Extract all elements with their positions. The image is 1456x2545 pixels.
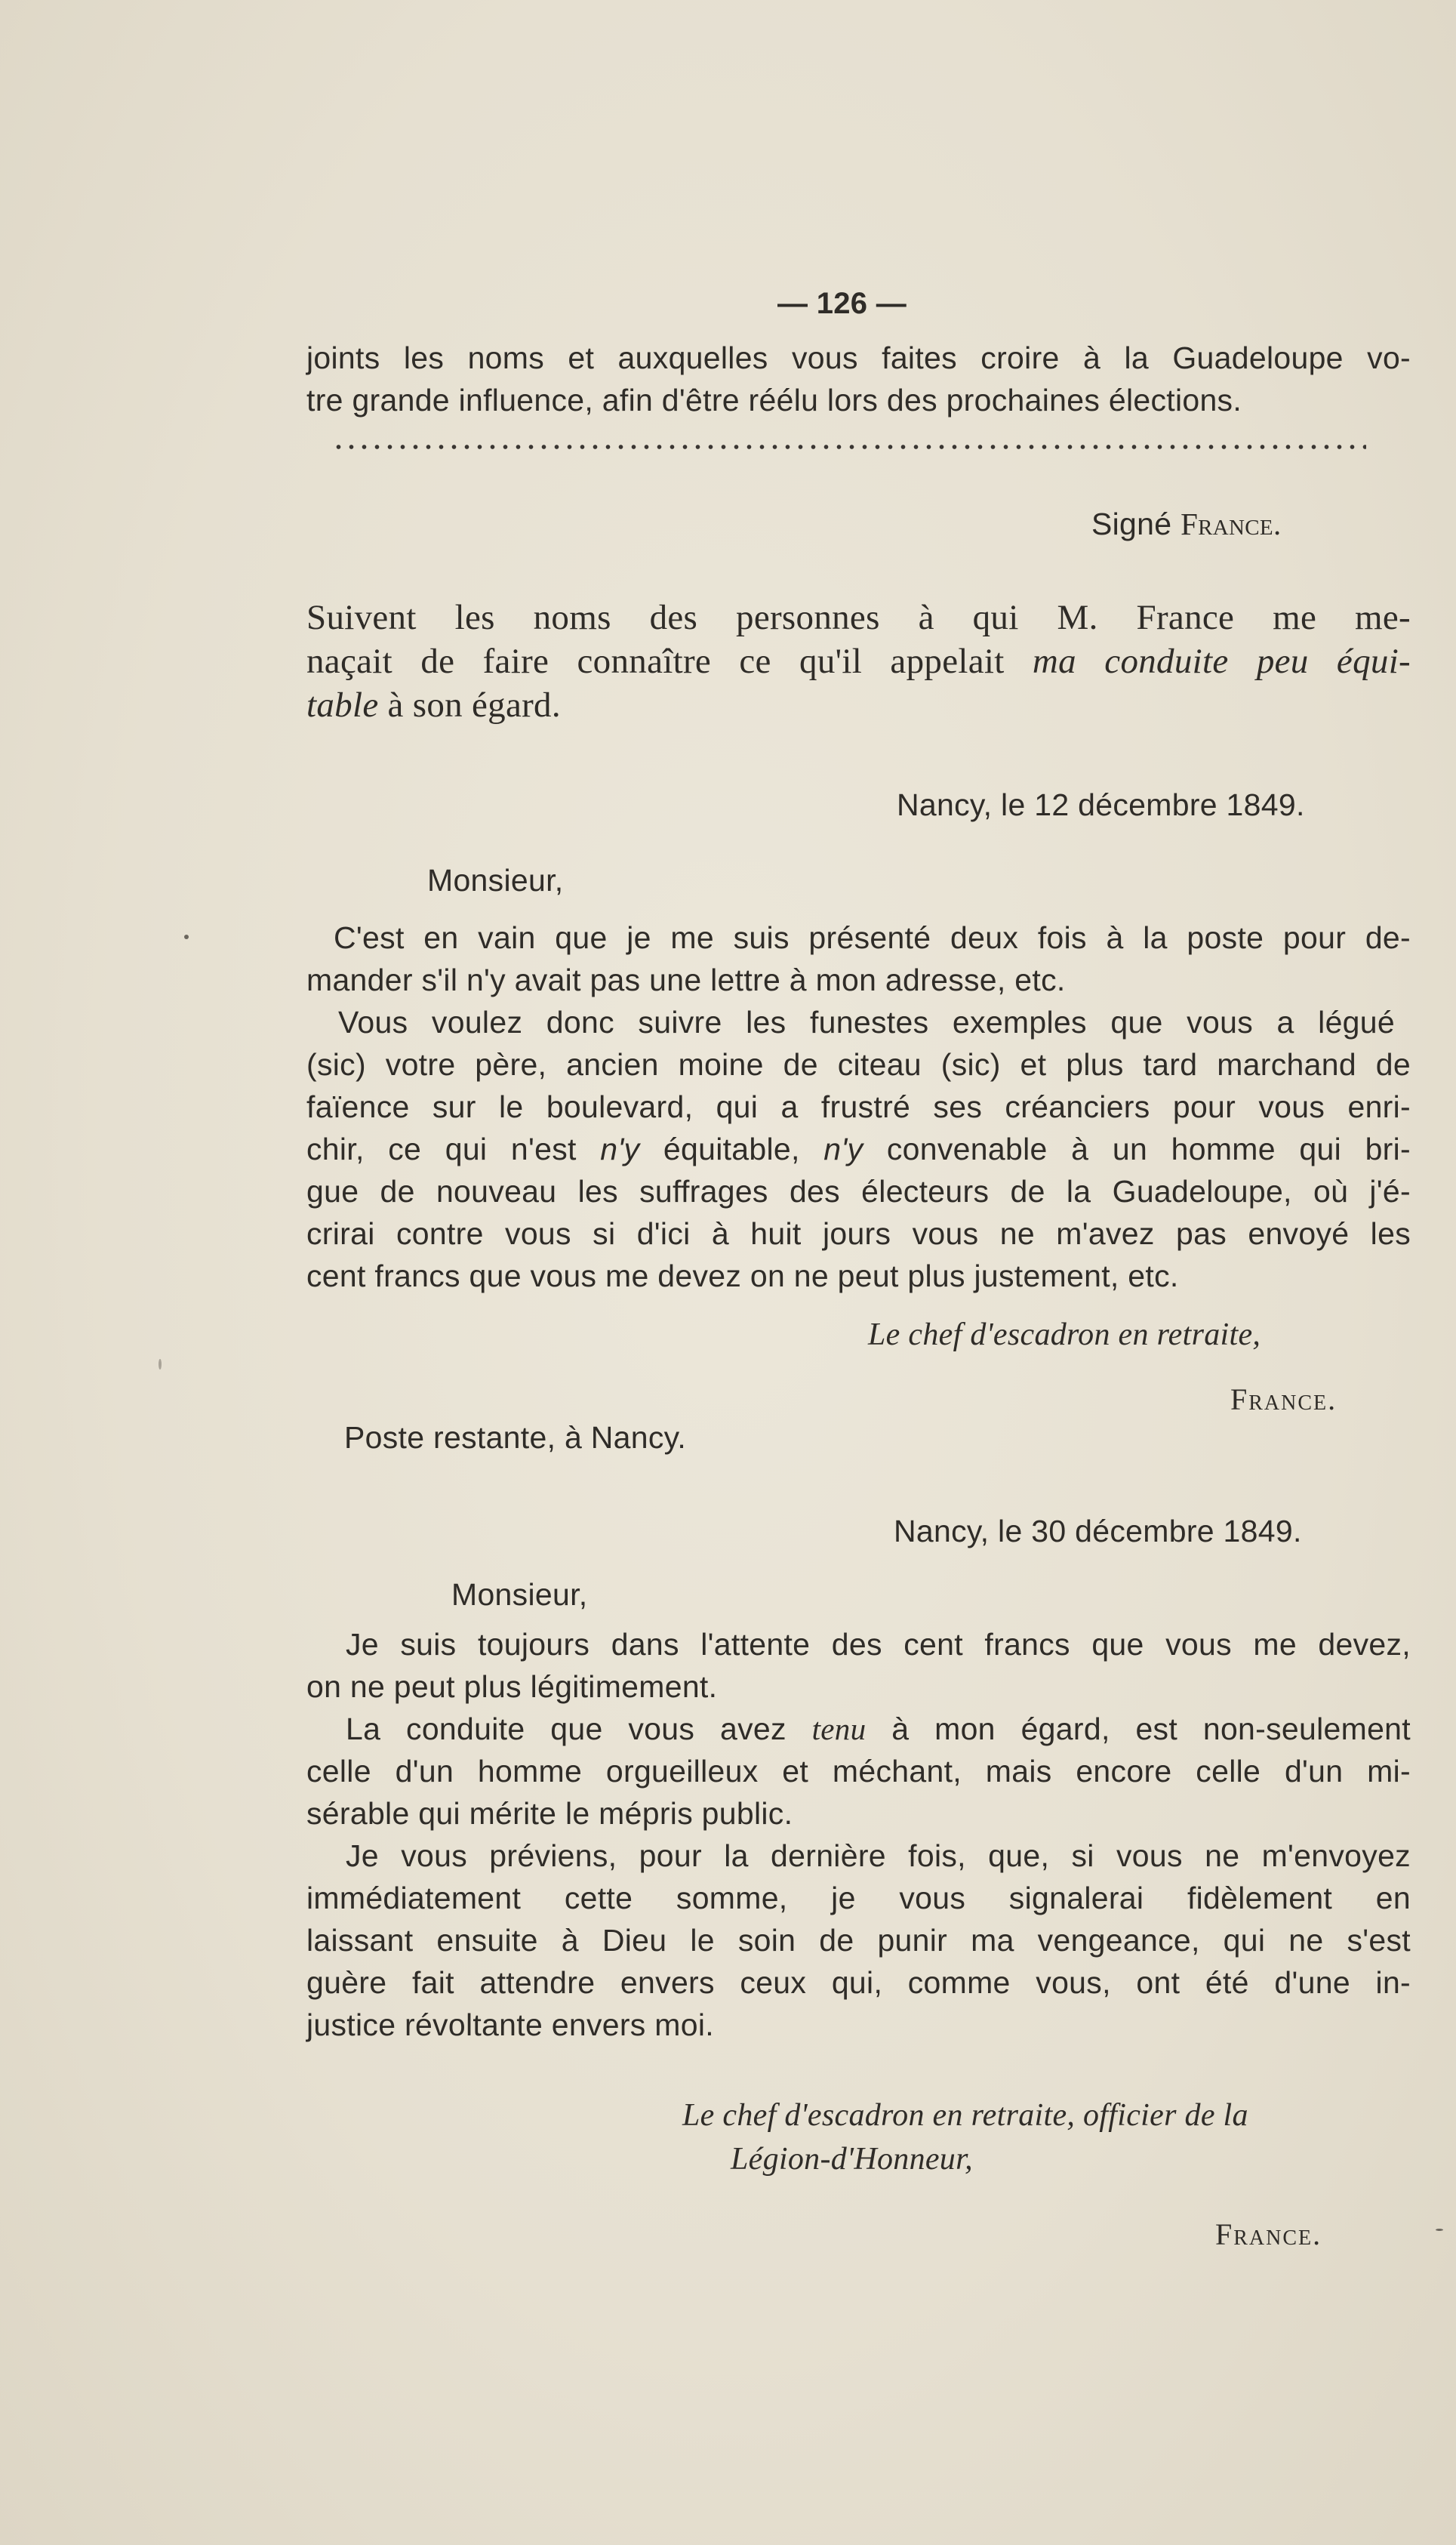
signature-prefix: Signé xyxy=(1091,507,1181,541)
l6e: convenable à un homme qui bri- xyxy=(863,1132,1411,1166)
letter1-salutation: Monsieur, xyxy=(427,863,564,898)
letter1-line-1: C'est en vain que je me suis présenté deux fois à la poste pour de- xyxy=(334,920,1411,955)
paper-speck xyxy=(159,1359,162,1370)
preface-line-3-italic: table xyxy=(306,686,379,725)
l6b: n'y xyxy=(600,1132,640,1166)
l2-3b: tenu xyxy=(811,1712,867,1746)
l6d: n'y xyxy=(823,1132,863,1166)
letter1-name: France. xyxy=(1230,1382,1337,1416)
letter2-salutation: Monsieur, xyxy=(451,1577,588,1612)
letter1-line-7: gue de nouveau les suffrages des électeurs de la Guadeloupe, où j'é- xyxy=(306,1174,1411,1209)
preface-line-1: Suivent les noms des personnes à qui M. France me me- xyxy=(306,598,1411,637)
letter1-line-9: cent francs que vous me devez on ne peut plus justement, etc. xyxy=(306,1259,1179,1293)
letter2-line-4: celle d'un homme orgueilleux et méchant, mais encore celle d'un mi- xyxy=(306,1754,1411,1789)
paper-speck xyxy=(1436,2229,1443,2231)
letter2-closing-1: Le chef d'escadron en retraite, officier de la xyxy=(682,2098,1248,2133)
preface-line-2 xyxy=(306,640,1411,682)
intro-line-2: tre grande influence, afin d'être réélu lors des prochaines élections. xyxy=(306,383,1242,417)
letter1-line-4: (sic) votre père, ancien moine de citeau (sic) et plus tard marchand de xyxy=(306,1047,1411,1082)
letter2-line-5: sérable qui mérite le mépris public. xyxy=(306,1796,793,1831)
letter1-line-2: mander s'il n'y avait pas une lettre à mon adresse, etc. xyxy=(306,963,1066,997)
intro-line-1: joints les noms et auxquelles vous faites croire à la Guadeloupe vo- xyxy=(306,340,1411,375)
letter2-line-6: Je vous préviens, pour la dernière fois, que, si vous ne m'envoyez xyxy=(346,1838,1411,1873)
letter2-date: Nancy, le 30 décembre 1849. xyxy=(894,1514,1302,1548)
letter2-closing-2: Légion-d'Honneur, xyxy=(731,2142,973,2177)
preface-line-3-text: à son égard. xyxy=(378,686,561,725)
letter1-line-6 xyxy=(306,1128,1411,1170)
letter1-line-8: crirai contre vous si d'ici à huit jours vous ne m'avez pas envoyé les xyxy=(306,1216,1411,1251)
letter2-line-3 xyxy=(346,1708,1411,1750)
letter1-address: Poste restante, à Nancy. xyxy=(344,1420,687,1455)
letter2-line-9: guère fait attendre envers ceux qui, comme vous, ont été d'une in- xyxy=(306,1965,1411,2000)
signature-block xyxy=(1091,503,1282,545)
letter1-closing: Le chef d'escadron en retraite, xyxy=(868,1317,1261,1352)
letter2-line-10: justice révoltante envers moi. xyxy=(306,2007,714,2042)
preface-line-2-text: naçait de faire connaître ce qu'il appelait xyxy=(306,642,1033,681)
l2-3a: La conduite que vous avez xyxy=(346,1712,812,1746)
signature-name: France. xyxy=(1180,507,1282,541)
preface-line-3 xyxy=(306,684,561,726)
letter1-date: Nancy, le 12 décembre 1849. xyxy=(897,787,1305,822)
ellipsis-dotted-line xyxy=(332,444,1366,450)
l2-3c: à mon égard, est non-seulement xyxy=(866,1712,1411,1746)
letter2-line-2: on ne peut plus légitimement. xyxy=(306,1669,718,1704)
paper-speck xyxy=(184,935,189,939)
letter1-line-3: Vous voulez donc suivre les funestes exemples que vous a légué xyxy=(338,1005,1395,1040)
l6c: équitable, xyxy=(639,1132,824,1166)
preface-line-2-italic: ma conduite peu équi- xyxy=(1032,642,1411,681)
letter2-name: France. xyxy=(1215,2217,1322,2251)
letter2-line-8: laissant ensuite à Dieu le soin de punir ma vengeance, qui ne s'est xyxy=(306,1923,1411,1958)
letter1-line-5: faïence sur le boulevard, qui a frustré ses créanciers pour vous enri- xyxy=(306,1089,1411,1124)
l6a: chir, ce qui n'est xyxy=(306,1132,601,1166)
page-number: — 126 — xyxy=(777,287,907,320)
letter2-line-1: Je suis toujours dans l'attente des cent francs que vous me devez, xyxy=(346,1627,1411,1662)
letter2-line-7: immédiatement cette somme, je vous signalerai fidèlement en xyxy=(306,1881,1411,1915)
